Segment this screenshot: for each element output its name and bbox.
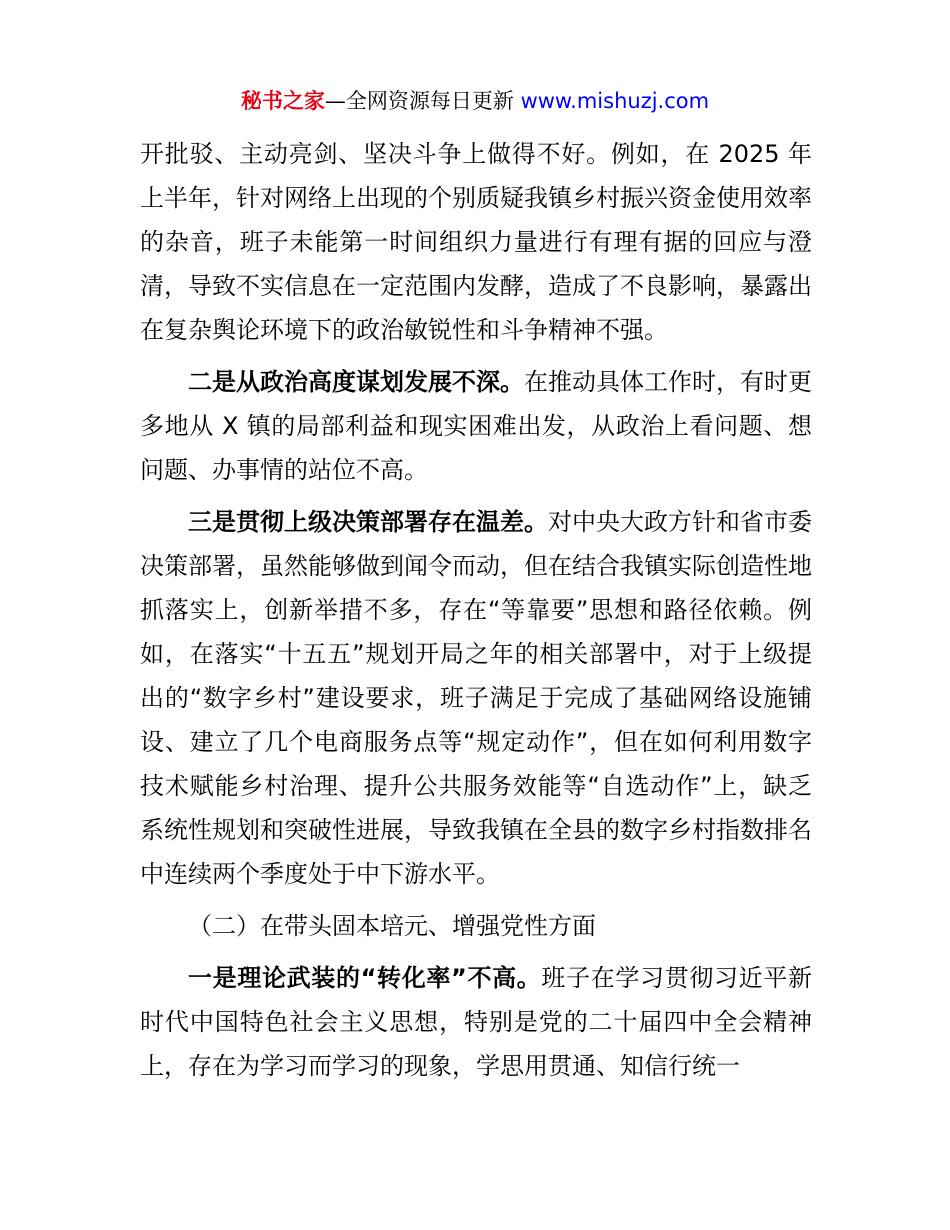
header-separator: — (324, 89, 346, 113)
paragraph-text: 开批驳、主动亮剑、坚决斗争上做得不好。例如，在 2025 年上半年，针对网络上出现的个别质疑我镇乡村振兴资金使用效率的杂音，班子未能第一时间组织力量进行有理有据的回应与澄清，导致不实信息在一定范围内发酵，造成了不良影响，暴露出在复杂舆论环境下的政治敏锐性和斗争精神不强。 (140, 140, 812, 344)
paragraph-lead: 二是从政治高度谋划发展不深。 (188, 368, 524, 396)
site-url-link[interactable]: www.mishuzj.com (520, 89, 710, 113)
paragraph-point-3 (140, 500, 812, 896)
paragraph-text: 在推动具体工作时，有时更多地从 X 镇的局部利益和现实困难出发，从政治上看问题、想问题、办事情的站位不高。 (140, 368, 812, 484)
section-heading (140, 904, 812, 948)
paragraph-continued (140, 132, 812, 352)
document-header (0, 86, 950, 116)
paragraph-lead: 一是理论武装的“转化率”不高。 (188, 964, 542, 992)
header-slogan: 全网资源每日更新 (345, 89, 514, 113)
paragraph-point-2 (140, 360, 812, 492)
site-brand: 秘书之家 (240, 89, 325, 113)
paragraph-text: 班子在学习贯彻习近平新时代中国特色社会主义思想，特别是党的二十届四中全会精神上，存在为学习而学习的现象，学思用贯通、知信行统一 (140, 964, 813, 1080)
section-heading-text: （二）在带头固本培元、增强党性方面 (188, 912, 596, 940)
paragraph-text: 对中央大政方针和省市委决策部署，虽然能够做到闻令而动，但在结合我镇实际创造性地抓落实上，创新举措不多，存在“等靠要”思想和路径依赖。例如，在落实“十五五”规划开局之年的相关部署中，对于上级提出的“数字乡村”建设要求，班子满足于完成了基础网络设施铺设、建立了几个电商服务点等“规定动作”，但在如何利用数字技术赋能乡村治理、提升公共服务效能等“自选动作”上，缺乏系统性规划和突破性进展，导致我镇在全县的数字乡村指数排名中连续两个季度处于中下游水平。 (140, 508, 812, 888)
document-body (140, 132, 812, 1088)
paragraph-lead: 三是贯彻上级决策部署存在温差。 (188, 508, 548, 536)
paragraph-point-1 (140, 956, 812, 1088)
